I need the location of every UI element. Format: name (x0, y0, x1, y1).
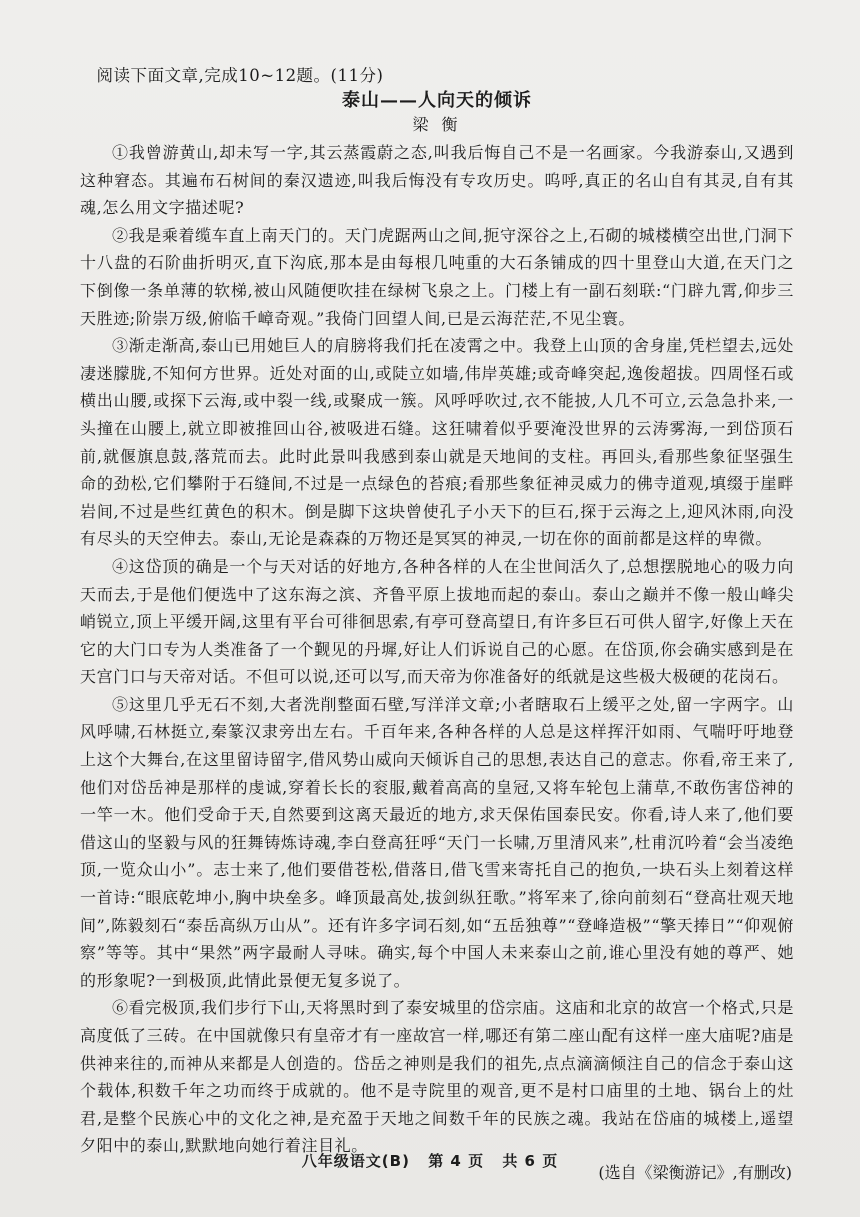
article-source: (选自《梁衡游记》,有删改) (598, 1162, 792, 1182)
paragraph-1: ①我曾游黄山,却未写一字,其云蒸霞蔚之态,叫我后悔自己不是一名画家。今我游泰山,又遇到这种窘态。其遍布石树间的秦汉遗迹,叫我后悔没有专攻历史。呜呼,真正的名山自有其灵,自有其魂,怎么用文字描述呢? (80, 143, 794, 218)
article-title: 泰山——人向天的倾诉 (342, 90, 532, 111)
paragraph-5: ⑤这里几乎无石不刻,大者洗削整面石壁,写洋洋文章;小者瞎取石上缓平之处,留一字两字。山风呼啸,石林挺立,秦篆汉隶旁出左右。千百年来,各种各样的人总是这样挥汗如雨、气喘吁吁地登上这个大舞台,在这里留诗留字,借风势山威向天倾诉自己的思想,表达自己的意志。你看,帝王来了,他们对岱岳神是那样的虔诚,穿着长长的衮服,戴着高高的皇冠,又将车轮包上蒲草,不敢伤害岱神的一竿一木。他们受命于天,自然要到这离天最近的地方,求天保佑国泰民安。你看,诗人来了,他们要借这山的坚毅与风的狂舞铸炼诗魂,李白登高狂呼“天门一长啸,万里清风来”,杜甫沉吟着“会当凌绝顶,一览众山小”。志士来了,他们要借苍松,借落日,借飞雪来寄托自己的抱负,一块石头上刻着这样一首诗:“眼底乾坤小,胸中块垒多。峰顶最高处,拔剑纵狂歌。”将军来了,徐向前刻石“登高壮观天地间”,陈毅刻石“泰岳高纵万山从”。还有许多字词石刻,如“五岳独尊”“登峰造极”“擎天捧日”“仰观俯察”等等。其中“果然”两字最耐人寻味。确实,每个中国人未来泰山之前,谁心里没有她的尊严、她的形象呢?一到极顶,此情此景便无复多说了。 (80, 694, 794, 990)
paragraph-2: ②我是乘着缆车直上南天门的。天门虎踞两山之间,扼守深谷之上,石砌的城楼横空出世,门洞下十八盘的石阶曲折明灭,直下沟底,那本是由每根几吨重的大石条铺成的四十里登山大道,在天门之下倒像一条单薄的软梯,被山风随便吹挂在绿树飞泉之上。门楼上有一副石刻联:“门辟九霄,仰步三天胜迹;阶崇万级,俯临千嶂奇观。”我倚门回望人间,已是云海茫茫,不见尘寰。 (80, 225, 794, 328)
article-author: 梁 衡 (412, 115, 462, 134)
question-instruction: 阅读下面文章,完成10~12题。(11分) (96, 66, 384, 85)
footer-total-pages: 共 6 页 (502, 1152, 559, 1170)
paragraph-6: ⑥看完极顶,我们步行下山,天将黑时到了泰安城里的岱宗庙。这庙和北京的故宫一个格式,只是高度低了三砖。在中国就像只有皇帝才有一座故宫一样,哪还有第二座山配有这样一座大庙呢?庙是供神来往的,而神从来都是人创造的。岱岳之神则是我们的祖先,点点滴滴倾注自己的信念于泰山这个载体,积数千年之功而终于成就的。他不是寺院里的观音,更不是村口庙里的土地、锅台上的灶君,是整个民族心中的文化之神,是充盈于天地之间数千年的民族之魂。我站在岱庙的城楼上,遥望夕阳中的泰山,默默地向她行着注目礼。 (80, 998, 794, 1156)
paragraph-4: ④这岱顶的确是一个与天对话的好地方,各种各样的人在尘世间活久了,总想摆脱地心的吸力向天而去,于是他们便选中了这东海之滨、齐鲁平原上拔地而起的泰山。泰山之巅并不像一般山峰尖峭锐立,顶上平缓开阔,这里有平台可徘徊思索,有亭可登高望日,有许多巨石可供人留字,好像上天在它的大门口专为人类准备了一个觐见的丹墀,好让人们诉说自己的心愿。在岱顶,你会确实感到是在天宫门口与天帝对话。不但可以说,还可以写,而天帝为你准备好的纸就是这些极大极硬的花岗石。 (80, 556, 794, 687)
page-footer (0, 1150, 860, 1171)
footer-subject: 八年级语文(B) (301, 1152, 410, 1170)
footer-page-number: 第 4 页 (428, 1152, 485, 1170)
paragraph-3: ③渐走渐高,泰山已用她巨人的肩膀将我们托在凌霄之中。我登上山顶的舍身崖,凭栏望去,远处凄迷朦胧,不知何方世界。近处对面的山,或陡立如墙,伟岸英雄;或奇峰突起,逸俊超拔。四周怪石或横出山腰,或探下云海,或中裂一线,或聚成一簇。风呼呼吹过,衣不能披,人几不可立,云急急扑来,一头撞在山腰上,就立即被推回山谷,被吸进石缝。这狂啸着似乎要淹没世界的云涛雾海,一到岱顶石前,就偃旗息鼓,落荒而去。此时此景叫我感到泰山就是天地间的支柱。再回头,看那些象征坚强生命的劲松,它们攀附于石缝间,不过是一点绿色的苔痕;看那些象征神灵威力的佛寺道观,填缀于崖畔岩间,不过是些红黄色的积木。倒是脚下这块曾使孔子小天下的巨石,探于云海之上,迎风沐雨,向没有尽头的天空伸去。泰山,无论是森森的万物还是冥冥的神灵,一切在你的面前都是这样的卑微。 (80, 336, 794, 549)
